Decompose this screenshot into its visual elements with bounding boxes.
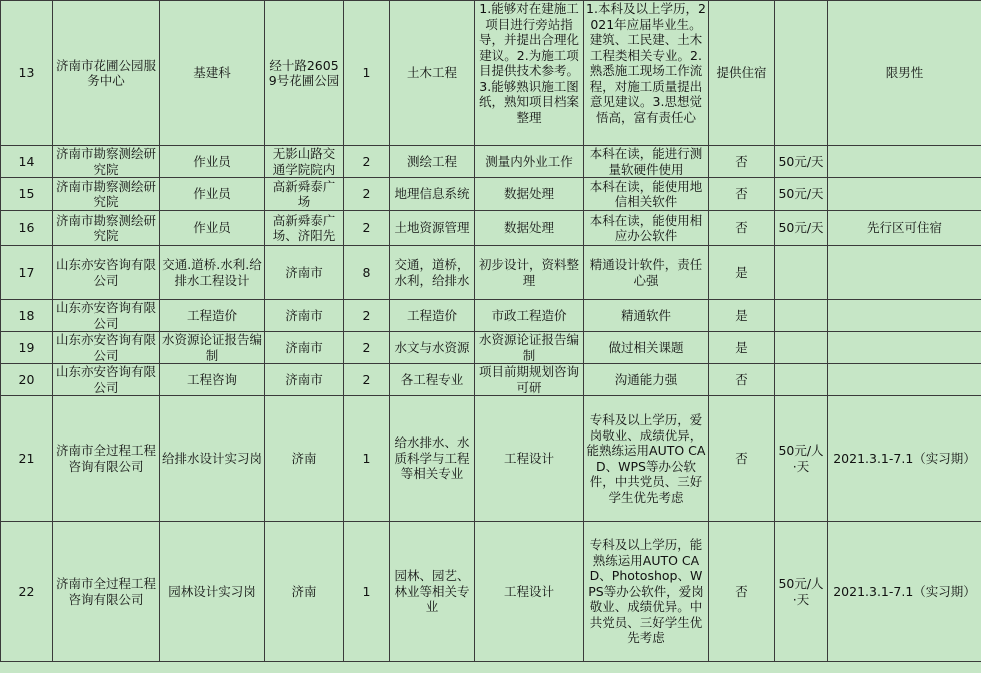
requirements-cell: 1.本科及以上学历，2021年应届毕业生。建筑、工民建、土木工程类相关专业。2.熟悉施工现场工作流程，对施工质量提出意见建议。3.思想觉悟高，富有责任心 [584, 1, 709, 146]
job-content-cell: 项目前期规划咨询可研 [475, 364, 584, 396]
row-number-cell: 22 [1, 522, 53, 662]
remarks-cell: 2021.3.1-7.1（实习期） [828, 396, 981, 522]
headcount-cell: 2 [344, 332, 390, 364]
headcount-cell: 1 [344, 522, 390, 662]
position-cell: 水资源论证报告编制 [160, 332, 265, 364]
requirements-cell: 本科在读，能使用地信相关软件 [584, 178, 709, 211]
pay-cell [775, 1, 828, 146]
remarks-cell: 先行区可住宿 [828, 211, 981, 246]
accommodation-cell: 否 [709, 178, 775, 211]
position-cell: 工程造价 [160, 300, 265, 332]
position-cell: 基建科 [160, 1, 265, 146]
pay-cell [775, 364, 828, 396]
pay-cell: 50元/人·天 [775, 396, 828, 522]
requirements-cell: 本科在读，能进行测量软硬件使用 [584, 146, 709, 178]
row-number-cell: 19 [1, 332, 53, 364]
position-cell: 作业员 [160, 146, 265, 178]
table-row [1, 300, 981, 332]
pay-cell [775, 332, 828, 364]
table-row [1, 396, 981, 522]
location-cell: 无影山路交通学院院内 [265, 146, 344, 178]
headcount-cell: 2 [344, 300, 390, 332]
table-row [1, 178, 981, 211]
pay-cell: 50元/天 [775, 211, 828, 246]
job-content-cell: 数据处理 [475, 211, 584, 246]
position-cell: 园林设计实习岗 [160, 522, 265, 662]
position-cell: 给排水设计实习岗 [160, 396, 265, 522]
position-cell: 作业员 [160, 211, 265, 246]
accommodation-cell: 否 [709, 522, 775, 662]
organization-cell: 济南市勘察测绘研究院 [53, 211, 160, 246]
organization-cell: 山东亦安咨询有限公司 [53, 332, 160, 364]
major-cell: 工程造价 [390, 300, 475, 332]
pay-cell: 50元/人·天 [775, 522, 828, 662]
headcount-cell: 8 [344, 246, 390, 300]
table-row [1, 146, 981, 178]
accommodation-cell: 是 [709, 332, 775, 364]
job-content-cell: 工程设计 [475, 522, 584, 662]
major-cell: 地理信息系统 [390, 178, 475, 211]
major-cell: 园林、园艺、林业等相关专业 [390, 522, 475, 662]
requirements-cell: 做过相关课题 [584, 332, 709, 364]
row-number-cell: 20 [1, 364, 53, 396]
row-number-cell: 15 [1, 178, 53, 211]
headcount-cell: 2 [344, 178, 390, 211]
major-cell: 土地资源管理 [390, 211, 475, 246]
remarks-cell [828, 146, 981, 178]
location-cell: 济南市 [265, 364, 344, 396]
headcount-cell: 2 [344, 146, 390, 178]
headcount-cell: 2 [344, 364, 390, 396]
location-cell: 济南 [265, 396, 344, 522]
position-cell: 交通.道桥.水利.给排水工程设计 [160, 246, 265, 300]
headcount-cell: 2 [344, 211, 390, 246]
row-number-cell: 21 [1, 396, 53, 522]
job-content-cell: 工程设计 [475, 396, 584, 522]
job-content-cell: 初步设计，资料整理 [475, 246, 584, 300]
remarks-cell [828, 332, 981, 364]
accommodation-cell: 提供住宿 [709, 1, 775, 146]
row-number-cell: 17 [1, 246, 53, 300]
job-content-cell: 数据处理 [475, 178, 584, 211]
remarks-cell: 2021.3.1-7.1（实习期） [828, 522, 981, 662]
pay-cell [775, 246, 828, 300]
pay-cell: 50元/天 [775, 146, 828, 178]
requirements-cell: 精通设计软件，责任心强 [584, 246, 709, 300]
major-cell: 交通，道桥，水利，给排水 [390, 246, 475, 300]
job-content-cell: 市政工程造价 [475, 300, 584, 332]
major-cell: 土木工程 [390, 1, 475, 146]
location-cell: 济南市 [265, 300, 344, 332]
requirements-cell: 专科及以上学历，爱岗敬业、成绩优异，能熟练运用AUTO CAD、WPS等办公软件，中共党员、三好学生优先考虑 [584, 396, 709, 522]
remarks-cell [828, 364, 981, 396]
requirements-cell: 沟通能力强 [584, 364, 709, 396]
table-row [1, 211, 981, 246]
job-content-cell: 测量内外业工作 [475, 146, 584, 178]
requirements-cell: 精通软件 [584, 300, 709, 332]
organization-cell: 山东亦安咨询有限公司 [53, 246, 160, 300]
table-row [1, 246, 981, 300]
major-cell: 给水排水、水质科学与工程等相关专业 [390, 396, 475, 522]
accommodation-cell: 否 [709, 364, 775, 396]
organization-cell: 山东亦安咨询有限公司 [53, 300, 160, 332]
organization-cell: 济南市勘察测绘研究院 [53, 178, 160, 211]
organization-cell: 济南市花圃公园服务中心 [53, 1, 160, 146]
accommodation-cell: 否 [709, 396, 775, 522]
job-content-cell: 1.能够对在建施工项目进行旁站指导，并提出合理化建议。2.为施工项目提供技术参考。3.能够熟识施工图纸，熟知项目档案整理 [475, 1, 584, 146]
pay-cell: 50元/天 [775, 178, 828, 211]
requirements-cell: 本科在读，能使用相应办公软件 [584, 211, 709, 246]
table-row [1, 364, 981, 396]
location-cell: 高新舜泰广场、济阳先 [265, 211, 344, 246]
job-content-cell: 水资源论证报告编制 [475, 332, 584, 364]
row-number-cell: 18 [1, 300, 53, 332]
position-cell: 工程咨询 [160, 364, 265, 396]
organization-cell: 济南市全过程工程咨询有限公司 [53, 396, 160, 522]
organization-cell: 济南市全过程工程咨询有限公司 [53, 522, 160, 662]
location-cell: 济南市 [265, 246, 344, 300]
headcount-cell: 1 [344, 396, 390, 522]
accommodation-cell: 是 [709, 246, 775, 300]
remarks-cell [828, 178, 981, 211]
table-row [1, 332, 981, 364]
headcount-cell: 1 [344, 1, 390, 146]
accommodation-cell: 是 [709, 300, 775, 332]
position-cell: 作业员 [160, 178, 265, 211]
major-cell: 水文与水资源 [390, 332, 475, 364]
remarks-cell [828, 246, 981, 300]
location-cell: 经十路26059号花圃公园 [265, 1, 344, 146]
accommodation-cell: 否 [709, 211, 775, 246]
major-cell: 各工程专业 [390, 364, 475, 396]
row-number-cell: 14 [1, 146, 53, 178]
row-number-cell: 16 [1, 211, 53, 246]
organization-cell: 济南市勘察测绘研究院 [53, 146, 160, 178]
table-row [1, 1, 981, 146]
row-number-cell: 13 [1, 1, 53, 146]
table-row [1, 522, 981, 662]
organization-cell: 山东亦安咨询有限公司 [53, 364, 160, 396]
location-cell: 高新舜泰广场 [265, 178, 344, 211]
location-cell: 济南 [265, 522, 344, 662]
major-cell: 测绘工程 [390, 146, 475, 178]
pay-cell [775, 300, 828, 332]
remarks-cell [828, 300, 981, 332]
requirements-cell: 专科及以上学历，能熟练运用AUTO CAD、Photoshop、WPS等办公软件，爱岗敬业、成绩优异。中共党员、三好学生优先考虑 [584, 522, 709, 662]
location-cell: 济南市 [265, 332, 344, 364]
remarks-cell: 限男性 [828, 1, 981, 146]
accommodation-cell: 否 [709, 146, 775, 178]
